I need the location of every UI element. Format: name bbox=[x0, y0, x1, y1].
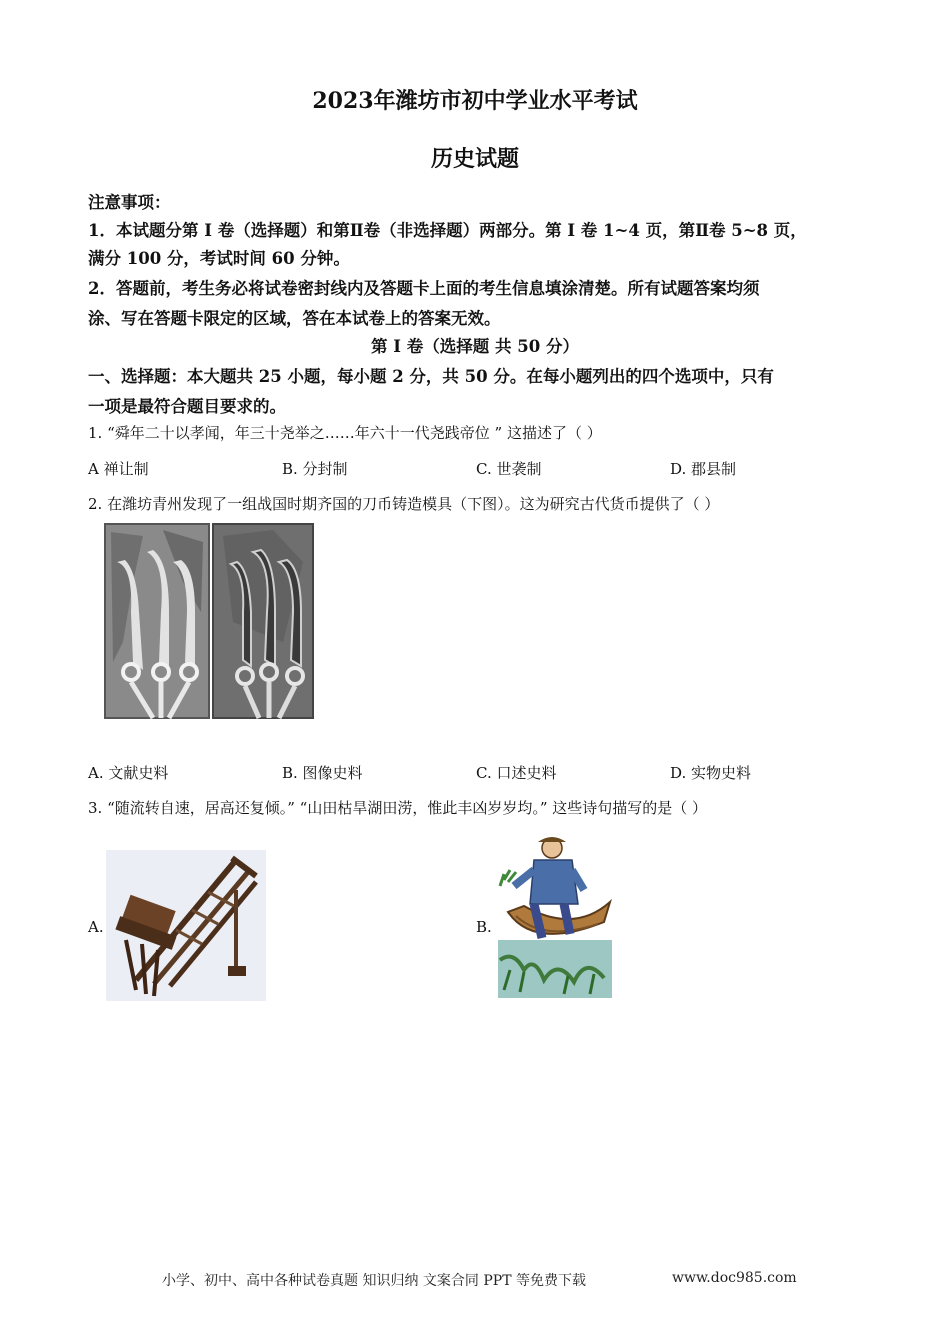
question-3-stem: 3. “随流转自速，居高还复倾。” “山田枯旱湖田涝，惟此丰凶岁岁均。” 这些诗句描写的是（ ） bbox=[88, 799, 708, 817]
notice-item-1-line-2: 满分 100 分，考试时间 60 分钟。 bbox=[88, 249, 350, 268]
exam-title: 2023年潍坊市初中学业水平考试 bbox=[312, 88, 638, 114]
section-heading: 第 I 卷（选择题 共 50 分） bbox=[371, 337, 579, 356]
question-1-stem: 1. “舜年二十以孝闻，年三十尧举之……年六十一代尧践帝位 ” 这描述了（ ） bbox=[88, 424, 602, 442]
section-instruction-line-2: 一项是最符合题目要求的。 bbox=[88, 397, 286, 416]
question-1-option-a: A 禅让制 bbox=[88, 460, 149, 478]
section-instruction-line-1: 一、选择题：本大题共 25 小题，每小题 2 分，共 50 分。在每小题列出的四个选项中，只有 bbox=[88, 367, 774, 386]
question-2-option-a: A. 文献史料 bbox=[88, 764, 169, 782]
notice-item-2-line-2: 涂、写在答题卡限定的区域，答在本试卷上的答案无效。 bbox=[88, 309, 501, 328]
footer-url[interactable]: www.doc985.com bbox=[672, 1270, 797, 1286]
waterwheel-image bbox=[106, 850, 266, 1001]
farmer-boat-image bbox=[494, 830, 616, 1000]
notice-item-2-line-1: 2．答题前，考生务必将试卷密封线内及答题卡上面的考生信息填涂清楚。所有试题答案均须 bbox=[88, 279, 760, 298]
notice-item-1-line-1: 1．本试题分第 I 卷（选择题）和第Ⅱ卷（非选择题）两部分。第 I 卷 1~4 页，第Ⅱ卷 5~8 页， bbox=[88, 221, 807, 240]
question-1-option-b: B. 分封制 bbox=[282, 460, 348, 478]
question-1-option-c: C. 世袭制 bbox=[476, 460, 542, 478]
question-3-option-b: B. bbox=[476, 918, 492, 936]
question-1-option-d: D. 郡县制 bbox=[670, 460, 737, 478]
question-2-option-c: C. 口述史料 bbox=[476, 764, 557, 782]
question-3-option-a: A. bbox=[88, 918, 104, 936]
question-2-option-b: B. 图像史料 bbox=[282, 764, 363, 782]
coin-mold-image bbox=[103, 522, 315, 722]
exam-subtitle: 历史试题 bbox=[430, 146, 519, 172]
notice-heading: 注意事项： bbox=[88, 193, 171, 212]
question-2-option-d: D. 实物史料 bbox=[670, 764, 752, 782]
question-2-stem: 2. 在潍坊青州发现了一组战国时期齐国的刀币铸造模具（下图）。这为研究古代货币提供了（ ） bbox=[88, 495, 720, 513]
footer-text: 小学、初中、高中各种试卷真题 知识归纳 文案合同 PPT 等免费下载 bbox=[162, 1273, 586, 1289]
